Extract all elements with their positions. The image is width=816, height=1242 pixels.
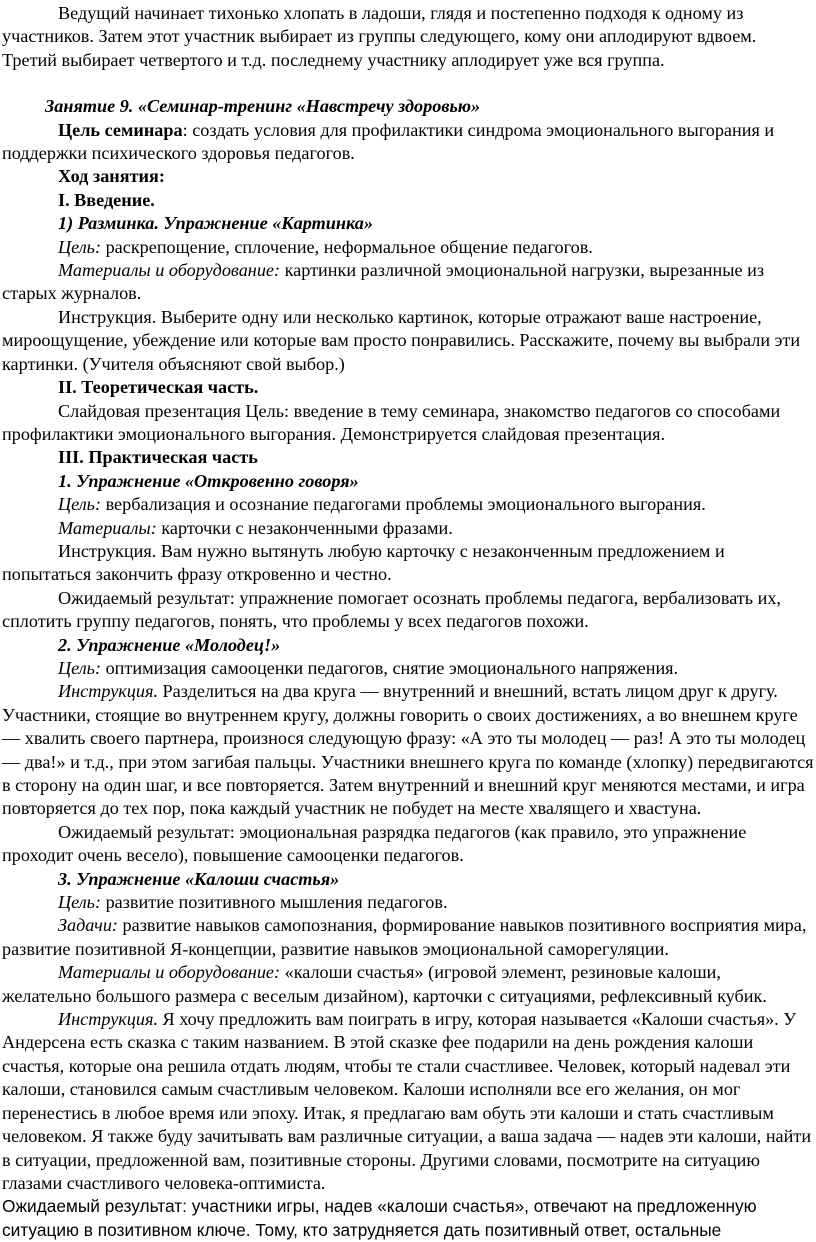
section1-materials-text: картинки различной эмоциональной нагрузки, вырезанные из старых журналов. <box>2 260 765 304</box>
exercise3-goal-text: развитие позитивного мышления педагогов. <box>101 892 448 913</box>
section1-exercise-title: 1) Разминка. Упражнение «Картинка» <box>58 213 373 234</box>
intro-paragraph: Ведущий начинает тихонько хлопать в ладоши, глядя и постепенно подходя к одному из участников. Затем этот участник выбирает из группы следующего, кому они аплодируют вдвоем. Третий выбирает четвертого и т.д. последнему участнику аплодирует уже вся группа. <box>2 3 757 70</box>
exercise1-goal <box>2 493 814 516</box>
exercise3-tasks-label: Задачи: <box>58 915 118 936</box>
exercise2-goal-label: Цель: <box>58 657 102 678</box>
section1-materials <box>2 259 814 306</box>
exercise2-result: Ожидаемый результат: эмоциональная разрядка педагогов (как правило, это упражнение проходит очень весело), повышение самооценки педагогов. <box>2 821 747 866</box>
seminar-goal-text: : создать условия для профилактики синдрома эмоционального выгорания и поддержки психического здоровья педагогов. <box>2 119 775 164</box>
section1-goal-text: раскрепощение, сплочение, неформальное общение педагогов. <box>101 236 593 257</box>
exercise2-goal-text: оптимизация самооценки педагогов, снятие эмоционального напряжения. <box>101 657 679 678</box>
section2-heading: II. Теоретическая часть. <box>58 377 259 398</box>
exercise3-tasks-text: развитие навыков самопознания, формирование навыков позитивного восприятия мира, развитие позитивной Я-концепции, развитие навыков эмоциональной саморегуляции. <box>2 915 807 959</box>
section3-heading: III. Практическая часть <box>58 447 258 468</box>
exercise3-instruction-label: Инструкция. <box>58 1009 158 1030</box>
exercise3-instruction <box>2 1008 814 1195</box>
exercise3-materials-text: «калоши счастья» (игровой элемент, резиновые калоши, желательно большого размера с веселым дизайном), карточки с ситуациями, рефлексивный кубик. <box>2 962 767 1006</box>
exercise2-instruction <box>2 680 814 820</box>
exercise1-goal-label: Цель: <box>58 494 102 515</box>
exercise2-instruction-label: Инструкция. <box>58 681 158 702</box>
exercise1-title: 1. Упражнение «Откровенно говоря» <box>58 470 359 491</box>
exercise1-result: Ожидаемый результат: упражнение помогает осознать проблемы педагога, вербализовать их, сплотить группу педагогов, понять, что проблемы у всех педагогов похожи. <box>2 587 781 632</box>
exercise3-materials-label: Материалы и оборудование: <box>58 962 281 983</box>
exercise1-materials-text: карточки с незаконченными фразами. <box>156 517 453 538</box>
exercise2-goal <box>2 657 814 680</box>
exercise3-goal <box>2 891 814 914</box>
exercise2-instruction-text: Разделиться на два круга — внутренний и внешний, встать лицом друг к другу. Участники, стоящие во внутреннем кругу, должны говорить о своих достижениях, а во внешнем круге — хвалить своего партнера, произнося следующую фразу: «А это ты молодец — раз! А это ты молодец — два!» и т.д., при этом загибая пальцы. Участники внешнего круга по команде (хлопку) передвигаются в сторону на один шаг, и все повторяется. Затем внутренний и внешний круг меняются местами, и игра повторяется до тех пор, пока каждый участник не побудет на месте хвалящего и хвастуна. <box>2 681 814 819</box>
exercise1-materials <box>2 517 814 540</box>
seminar-goal-label: Цель семинара <box>58 119 183 140</box>
paragraph-gap <box>2 72 814 95</box>
lesson-title: Занятие 9. «Семинар-тренинг «Навстречу здоровью» <box>45 96 481 117</box>
exercise1-materials-label: Материалы: <box>58 517 157 538</box>
exercise3-result: Ожидаемый результат: участники игры, надев «калоши счастья», отвечают на предложенную ситуацию в позитивном ключе. Тому, кто затрудняется дать позитивный ответ, остальные <box>2 1196 757 1240</box>
section1-goal <box>2 236 814 259</box>
section1-materials-label: Материалы и оборудование: <box>58 260 281 281</box>
exercise1-instruction: Инструкция. Вам нужно вытянуть любую карточку с незаконченным предложением и попытаться закончить фразу откровенно и честно. <box>2 540 725 585</box>
section1-goal-label: Цель: <box>58 236 102 257</box>
exercise2-title: 2. Упражнение «Молодец!» <box>58 634 281 655</box>
seminar-goal <box>2 119 814 166</box>
section2-text: Слайдовая презентация Цель: введение в тему семинара, знакомство педагогов со способами профилактики эмоционального выгорания. Демонстрируется слайдовая презентация. <box>2 400 781 444</box>
course-heading: Ход занятия: <box>58 166 165 187</box>
exercise3-title: 3. Упражнение «Калоши счастья» <box>58 868 340 889</box>
exercise1-goal-text: вербализация и осознание педагогами проблемы эмоционального выгорания. <box>101 494 706 515</box>
section1-instruction: Инструкция. Выберите одну или несколько картинок, которые отражают ваше настроение, мироощущение, убеждение или которые вам просто понравились. Расскажите, почему вы выбрали эти картинки. (Учителя объясняют свой выбор.) <box>2 306 801 374</box>
section1-heading: I. Введение. <box>58 189 155 210</box>
exercise3-materials <box>2 961 814 1008</box>
exercise3-tasks <box>2 914 814 961</box>
exercise3-instruction-text: Я хочу предложить вам поиграть в игру, которая называется «Калоши счастья». У Андерсена есть сказка с таким названием. В этой сказке фее подарили на день рождения калоши счастья, которые она решила отдать людям, чтобы те стали счастливее. Человек, который надевал эти калоши, становился самым счастливым человеком. Калоши исполняли все его желания, он мог перенестись в любое время или эпоху. Итак, я предлагаю вам обуть эти калоши и стать счастливым человеком. Я также буду зачитывать вам различные ситуации, а ваша задача — надев эти калоши, найти в ситуации, предложенной вам, позитивные стороны. Другими словами, посмотрите на ситуацию глазами счастливого человека-оптимиста. <box>2 1009 812 1193</box>
exercise3-goal-label: Цель: <box>58 892 102 913</box>
